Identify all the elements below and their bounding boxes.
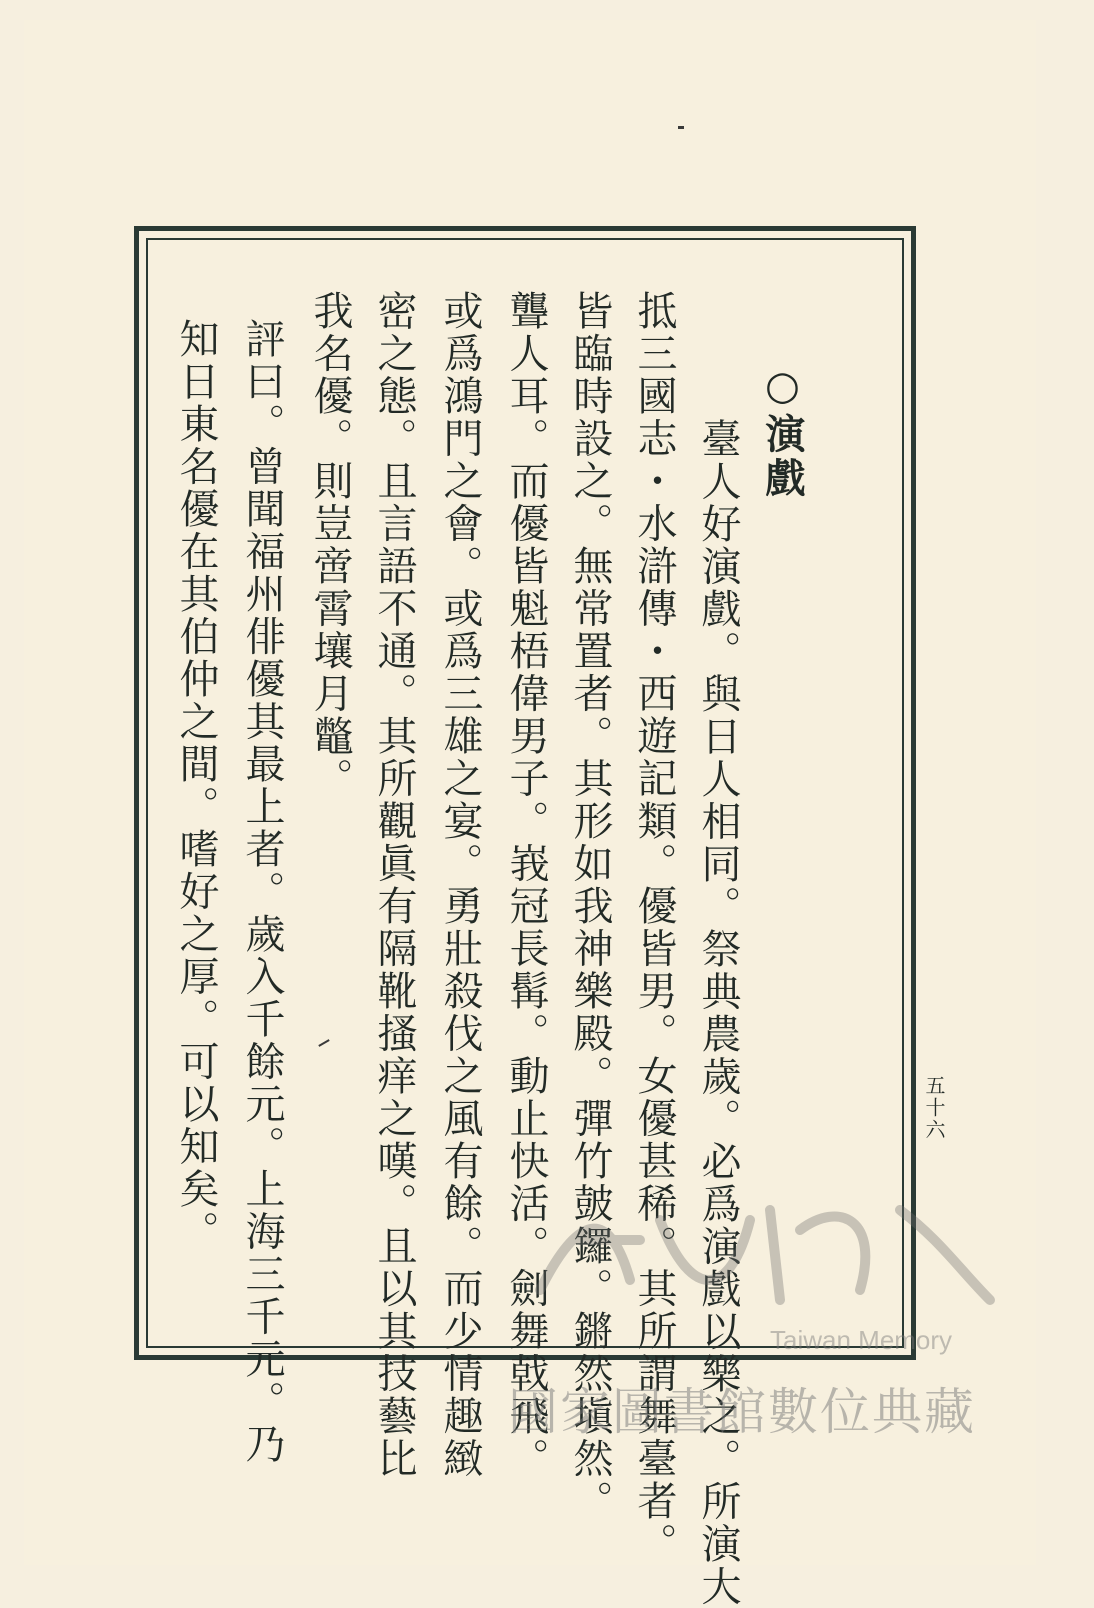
watermark-logo-calligraphy	[520, 1180, 1000, 1320]
critique-column-1: 評曰。曾聞福州俳優其最上者。歲入千餘元。上海三千元。乃	[239, 318, 285, 1466]
section-title: ○演戲	[759, 362, 806, 501]
page-number: 五十六	[922, 1075, 946, 1141]
body-column-2: 抵三國志・水滸傳・西遊記類。優皆男。女優甚稀。其所謂舞臺者。	[631, 290, 677, 1565]
watermark-logo	[520, 1180, 1000, 1343]
body-column-6: 密之態。且言語不通。其所觀眞有隔靴搔痒之嘆。且以其技藝比	[371, 290, 417, 1480]
body-column-3: 皆臨時設之。無常置者。其形如我神樂殿。彈竹皷鑼。鏘然塡然。	[567, 290, 613, 1523]
watermark-english: Taiwan Memory	[770, 1325, 953, 1355]
body-column-5: 或爲鴻門之會。或爲三雄之宴。勇壯殺伐之風有餘。而少情趣緻	[437, 290, 483, 1480]
body-column-4: 聾人耳。而優皆魁梧偉男子。峩冠長髯。動止快活。劍舞戟飛。	[503, 290, 549, 1480]
body-column-1: 臺人好演戲。與日人相同。祭典農歲。必爲演戲以樂之。所演大	[695, 418, 741, 1608]
print-speck	[678, 126, 684, 129]
body-column-7: 我名優。則豈啻霄壤月鼈。	[307, 290, 353, 800]
watermark-institution: 國家圖書館數位典藏	[508, 1383, 976, 1441]
critique-column-2: 知日東名優在其伯仲之間。嗜好之厚。可以知矣。	[173, 318, 219, 1253]
